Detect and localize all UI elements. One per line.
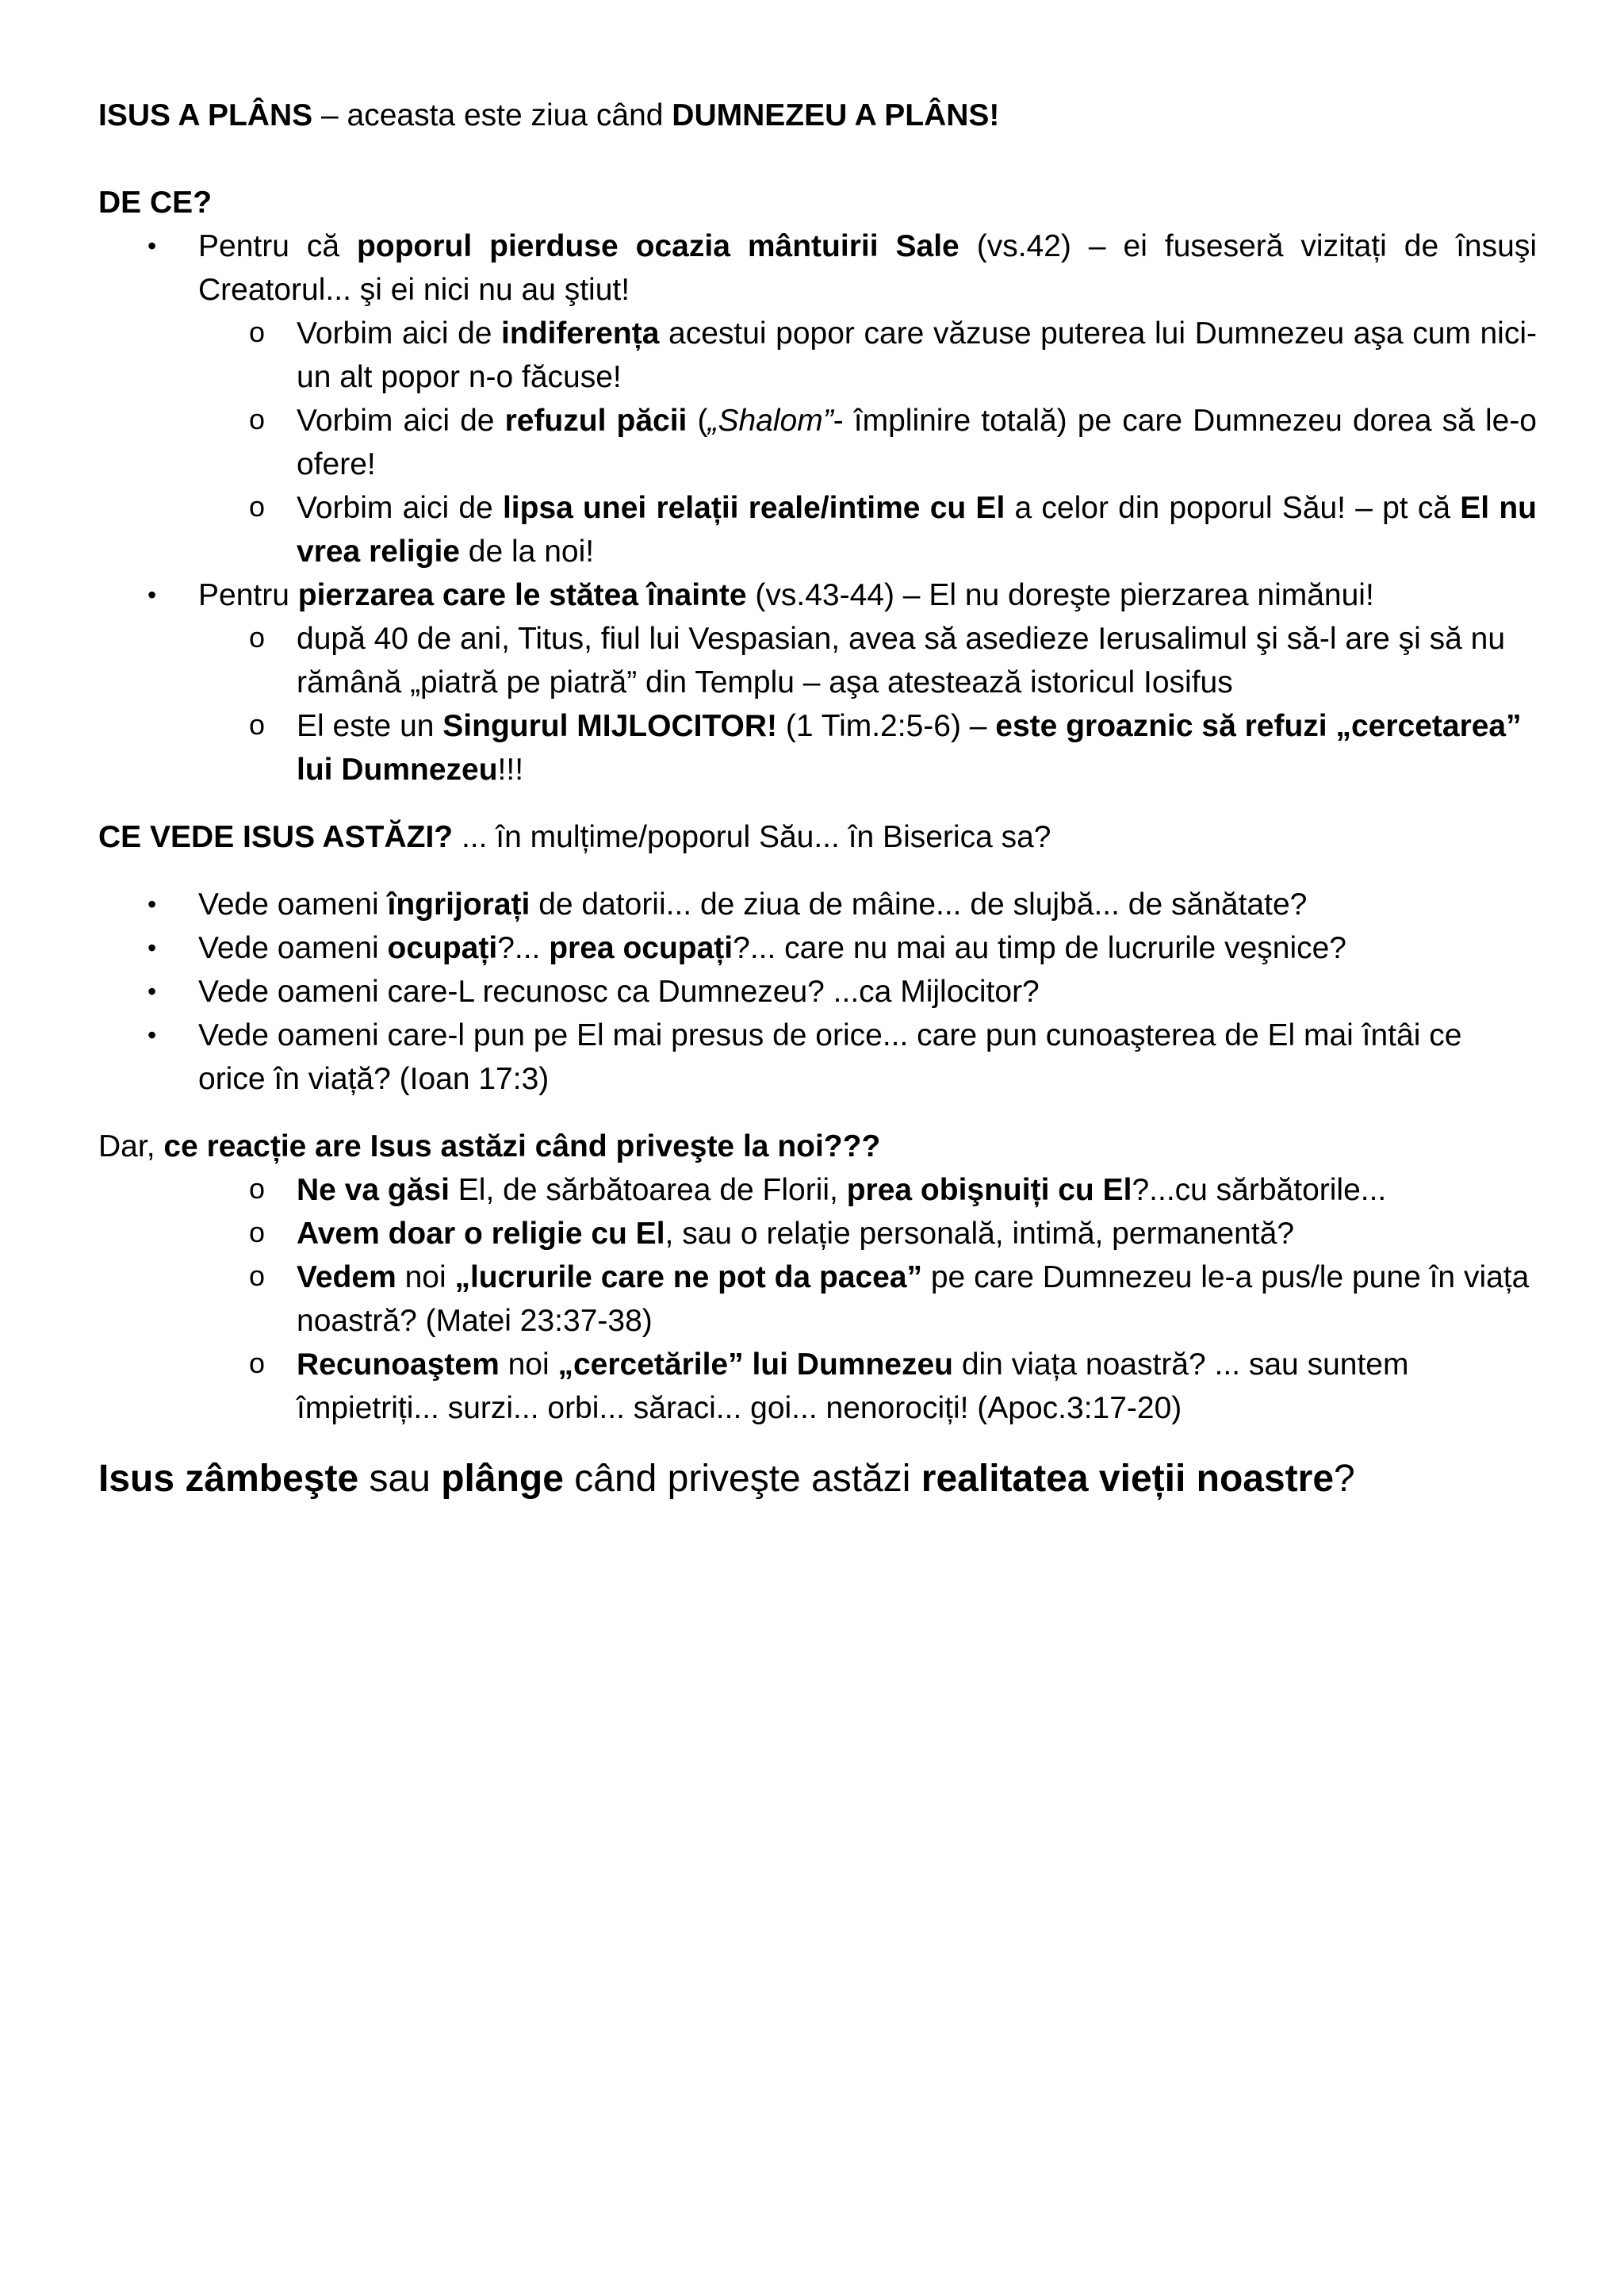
circle-bullet-icon: o	[249, 1259, 266, 1292]
sub-list-item: o Vedem noi „lucrurile care ne pot da pacea” pe care Dumnezeu le-a pus/le pune în viața noastră? (Matei 23:37-38)	[98, 1255, 1537, 1343]
closing-question: Isus zâmbeşte sau plânge când priveşte astăzi realitatea vieții noastre?	[98, 1458, 1355, 1500]
title-bold-1: ISUS A PLÂNS	[98, 98, 313, 132]
sees-heading: CE VEDE ISUS ASTĂZI? ... în mulțime/poporul Său... în Biserica sa?	[98, 820, 1051, 854]
why-list	[98, 224, 1537, 792]
reaction-heading: Dar, ce reacție are Isus astăzi când priveşte la noi???	[98, 1129, 881, 1163]
list-item: • Vede oameni ocupați?... prea ocupați?... care nu mai au timp de lucrurile veşnice?	[98, 926, 1537, 970]
sub-list-item: o El este un Singurul MIJLOCITOR! (1 Tim.2:5-6) – este groaznic să refuzi „cercetarea” lui Dumnezeu!!!	[98, 704, 1537, 792]
bullet-icon: •	[147, 890, 157, 918]
circle-bullet-icon: o	[249, 708, 266, 741]
reaction-list	[98, 1168, 1537, 1430]
list-item: • Pentru pierzarea care le stătea înainte (vs.43-44) – El nu doreşte pierzarea nimănui!	[98, 573, 1537, 617]
circle-bullet-icon: o	[249, 316, 266, 348]
bullet-icon: •	[147, 581, 157, 609]
why-heading: DE CE?	[98, 186, 213, 220]
bullet-icon: •	[147, 933, 157, 962]
sub-list-item: o Ne va găsi El, de sărbătoarea de Florii, prea obişnuiți cu El?...cu sărbătorile...	[98, 1168, 1537, 1212]
sub-list-item: o după 40 de ani, Titus, fiul lui Vespasian, avea să asedieze Ierusalimul şi să-l are şi să nu rămână „piatră pe piatră” din Templu – aşa atestează istoricul Iosifus	[98, 617, 1537, 704]
bullet-icon: •	[147, 232, 157, 260]
list-item: • Vede oameni care-l pun pe El mai presus de orice... care pun cunoaşterea de El mai întâi ce orice în viață? (Ioan 17:3)	[98, 1014, 1537, 1101]
sees-list	[98, 883, 1537, 1101]
list-item: • Vede oameni îngrijorați de datorii... de ziua de mâine... de slujbă... de sănătate?	[98, 883, 1537, 926]
list-item: • Pentru că poporul pierduse ocazia mântuirii Sale (vs.42) – ei fuseseră vizitați de însuşi Creatorul... şi ei nici nu au ştiut!	[98, 224, 1537, 312]
sub-list-item: o Vorbim aici de lipsa unei relații reale/intime cu El a celor din poporul Său! – pt că El nu vrea religie de la noi!	[98, 486, 1537, 573]
circle-bullet-icon: o	[249, 490, 266, 523]
sub-list-item: o Vorbim aici de refuzul păcii („Shalom”- împlinire totală) pe care Dumnezeu dorea să le-o ofere!	[98, 399, 1537, 486]
title-line	[98, 94, 1537, 137]
circle-bullet-icon: o	[249, 621, 266, 654]
bullet-icon: •	[147, 977, 157, 1006]
sub-list-item: o Avem doar o religie cu El, sau o relație personală, intimă, permanentă?	[98, 1212, 1537, 1255]
list-item: • Vede oameni care-L recunosc ca Dumnezeu? ...ca Mijlocitor?	[98, 970, 1537, 1014]
circle-bullet-icon: o	[249, 1172, 266, 1205]
title-bold-2: DUMNEZEU A PLÂNS!	[672, 98, 1000, 132]
sub-list-item: o Vorbim aici de indiferența acestui popor care văzuse puterea lui Dumnezeu aşa cum nici-un alt popor n-o făcuse!	[98, 312, 1537, 399]
circle-bullet-icon: o	[249, 403, 266, 435]
sub-list-item: o Recunoaştem noi „cercetările” lui Dumnezeu din viața noastră? ... sau suntem împietriți... surzi... orbi... săraci... goi... nenorociți! (Apoc.3:17-20)	[98, 1343, 1537, 1430]
title-text: – aceasta este ziua când	[312, 98, 672, 132]
bullet-icon: •	[147, 1021, 157, 1049]
circle-bullet-icon: o	[249, 1216, 266, 1248]
circle-bullet-icon: o	[249, 1347, 266, 1379]
